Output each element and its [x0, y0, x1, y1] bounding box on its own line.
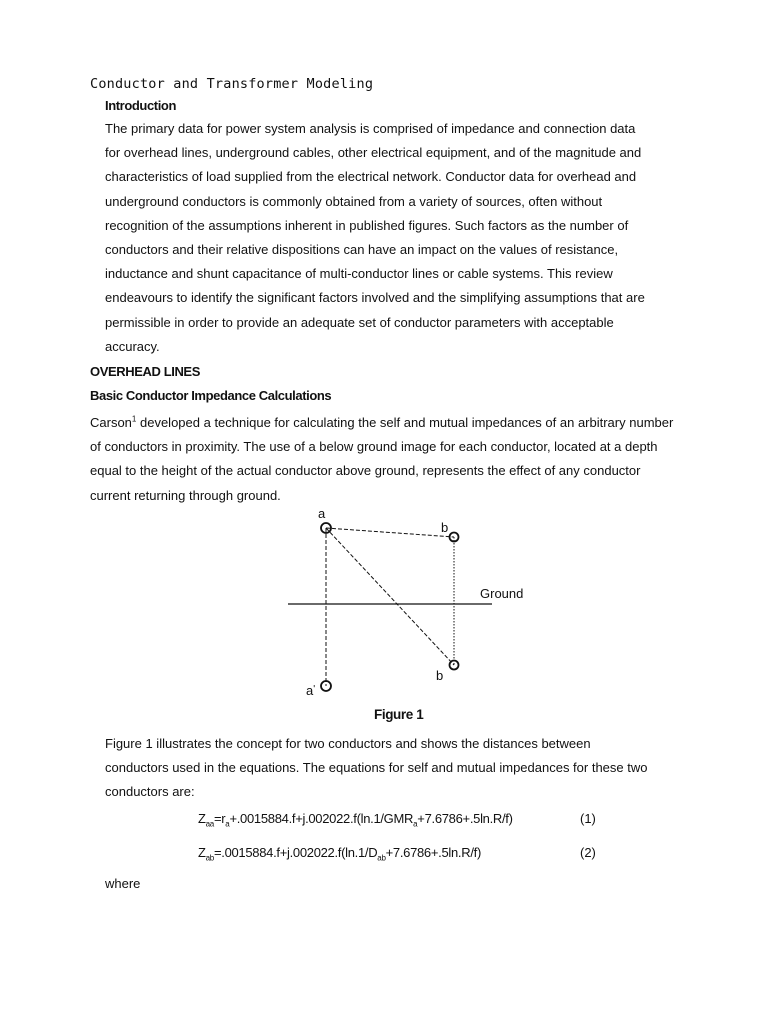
- paragraph-line: conductors are:: [105, 784, 195, 800]
- eq-part: +7.6786+.5ln.R/f): [385, 845, 481, 860]
- paragraph-line: conductors and their relative dispositions can have an impact on the values of resistance,: [105, 242, 619, 258]
- introduction-heading: Introduction: [105, 98, 177, 113]
- eq-symbol: Z: [198, 845, 206, 860]
- paragraph-line: for overhead lines, underground cables, other electrical equipment, and of the magnitude and: [105, 145, 642, 161]
- paragraph-line: current returning through ground.: [90, 487, 281, 503]
- label-a-image-letter: a: [306, 683, 314, 698]
- label-b-image: b: [436, 668, 444, 683]
- section-heading-overhead-lines: OVERHEAD LINES: [90, 364, 200, 379]
- paragraph-line: Figure 1 illustrates the concept for two conductors and shows the distances between: [105, 736, 591, 751]
- figure-explanation-paragraph: [105, 732, 647, 805]
- image-conductor-b-icon: [450, 661, 459, 670]
- equation-number-1: (1): [580, 811, 596, 826]
- where-text: where: [105, 876, 141, 891]
- equation-self-impedance: [198, 811, 513, 829]
- eq-part: +.0015884.f+j.002022.f(ln.1/GMR: [229, 811, 414, 826]
- carson-name: Carson: [90, 415, 132, 430]
- eq-subscript: aa: [205, 819, 214, 829]
- reference-superscript: 1: [131, 414, 137, 424]
- introduction-paragraph: [105, 117, 705, 359]
- equation-mutual-impedance: [198, 845, 481, 863]
- paragraph-line: recognition of the assumptions inherent in published figures. Such factors as the number of: [105, 217, 629, 233]
- distance-line-a-b: [326, 528, 454, 537]
- conductor-b-icon: [450, 533, 459, 542]
- label-b: b: [441, 520, 449, 535]
- paragraph-line: characteristics of load supplied from the electrical network. Conductor data for overhead and: [105, 169, 637, 185]
- paragraph-line: permissible in order to provide an adequate set of conductor parameters with acceptable: [105, 314, 614, 330]
- label-a-image-prime: ': [313, 684, 316, 695]
- eq-subscript: a: [225, 819, 230, 829]
- conductor-a-icon: [321, 523, 331, 533]
- eq-subscript: ab: [205, 853, 214, 863]
- label-a: a: [318, 506, 326, 521]
- paragraph-line: of conductors in proximity. The use of a below ground image for each conductor, located at a depth: [90, 439, 658, 455]
- figure-caption: Figure 1: [374, 707, 424, 722]
- eq-part: +7.6786+.5ln.R/f): [417, 811, 513, 826]
- paragraph-line: conductors used in the equations. The equations for self and mutual impedances for these two: [105, 760, 648, 776]
- label-a-image: [306, 683, 315, 698]
- equation-number-2: (2): [580, 845, 596, 860]
- paragraph-line: endeavours to identify the significant factors involved and the simplifying assumptions that are: [105, 290, 645, 306]
- paragraph-line: accuracy.: [105, 338, 160, 354]
- paragraph-line: underground conductors is commonly obtained from a variety of sources, often without: [105, 193, 603, 209]
- subsection-heading: Basic Conductor Impedance Calculations: [90, 388, 332, 403]
- carson-paragraph: [90, 411, 673, 508]
- paragraph-line: inductance and shunt capacitance of multi-conductor lines or cable systems. This review: [105, 266, 613, 282]
- distance-line-a-bimage: [326, 528, 454, 665]
- paragraph-line: equal to the height of the actual conductor above ground, represents the effect of any conductor: [90, 463, 641, 479]
- image-conductor-a-icon: [321, 681, 331, 691]
- eq-symbol: Z: [198, 811, 206, 826]
- eq-subscript: a: [413, 819, 418, 829]
- ground-label: Ground: [480, 586, 524, 601]
- eq-part: =r: [213, 811, 226, 826]
- paragraph-line: [90, 411, 673, 435]
- eq-part: =.0015884.f+j.002022.f(ln.1/D: [213, 845, 378, 860]
- document-title: Conductor and Transformer Modeling: [90, 76, 374, 92]
- eq-subscript: ab: [377, 853, 386, 863]
- paragraph-line: The primary data for power system analysis is comprised of impedance and connection data: [105, 121, 636, 136]
- carson-line-rest: developed a technique for calculating the self and mutual impedances of an arbitrary number: [136, 415, 674, 430]
